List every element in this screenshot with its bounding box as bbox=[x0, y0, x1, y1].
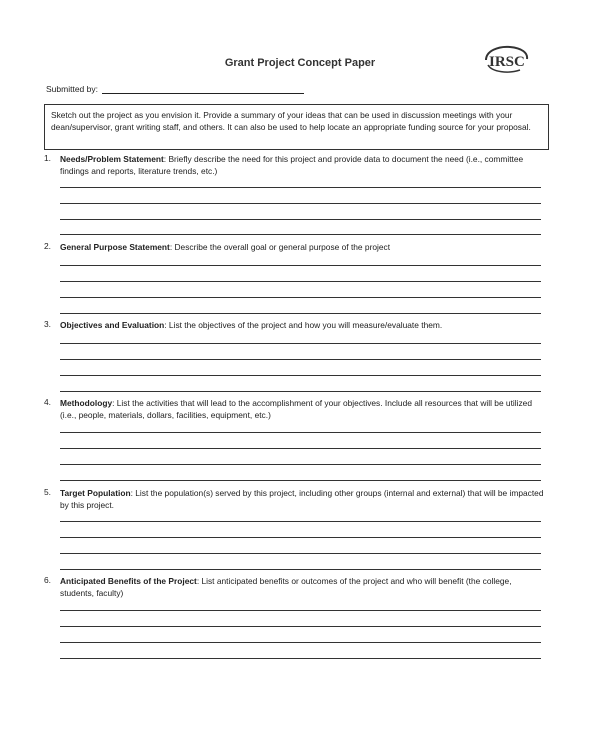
section-number: 1. bbox=[44, 153, 51, 163]
section-text bbox=[60, 241, 544, 253]
answer-line[interactable] bbox=[60, 265, 541, 266]
section-number: 3. bbox=[44, 319, 51, 329]
section-body: : List the activities that will lead to the accomplishment of your objectives. Include all resources that will be utilized (i.e., people, materials, dollars, facilities, equipment, etc.) bbox=[60, 398, 532, 420]
section-number: 4. bbox=[44, 397, 51, 407]
answer-line[interactable] bbox=[60, 521, 541, 522]
section-heading: Target Population bbox=[60, 488, 131, 498]
answer-line[interactable] bbox=[60, 569, 541, 570]
answer-line[interactable] bbox=[60, 658, 541, 659]
section-number: 6. bbox=[44, 575, 51, 585]
section-text bbox=[60, 153, 544, 177]
answer-line[interactable] bbox=[60, 464, 541, 465]
answer-line[interactable] bbox=[60, 480, 541, 481]
answer-line[interactable] bbox=[60, 432, 541, 433]
section-number: 5. bbox=[44, 487, 51, 497]
section-body: : List the population(s) served by this project, including other groups (internal and external) that will be impacted by this project. bbox=[60, 488, 544, 510]
section-text bbox=[60, 397, 544, 421]
answer-line[interactable] bbox=[60, 313, 541, 314]
section-heading: Methodology bbox=[60, 398, 113, 408]
section-text bbox=[60, 487, 544, 511]
answer-line[interactable] bbox=[60, 203, 541, 204]
answer-line[interactable] bbox=[60, 219, 541, 220]
answer-line[interactable] bbox=[60, 234, 541, 235]
section-heading: Anticipated Benefits of the Project bbox=[60, 576, 197, 586]
submitted-by-field bbox=[46, 84, 304, 94]
answer-line[interactable] bbox=[60, 448, 541, 449]
section-body: : List anticipated benefits or outcomes of the project and who will benefit (the college, students, faculty) bbox=[60, 576, 512, 598]
submitted-by-label: Submitted by: bbox=[46, 84, 98, 94]
answer-line[interactable] bbox=[60, 553, 541, 554]
irsc-logo bbox=[482, 45, 530, 75]
document-title: Grant Project Concept Paper bbox=[224, 57, 376, 69]
section-body: : List the objectives of the project and how you will measure/evaluate them. bbox=[164, 320, 443, 330]
answer-line[interactable] bbox=[60, 626, 541, 627]
section-text bbox=[60, 575, 544, 599]
logo-text: IRSC bbox=[489, 54, 525, 70]
section-heading: Needs/Problem Statement bbox=[60, 154, 164, 164]
answer-line[interactable] bbox=[60, 391, 541, 392]
intro-text: Sketch out the project as you envision it. Provide a summary of your ideas that can be used in discussion meetings with your dean/supervisor, grant writing staff, and others. It can also be used to help locate an appropriate funding source for your proposal. bbox=[51, 110, 531, 132]
answer-line[interactable] bbox=[60, 359, 541, 360]
submitted-by-line[interactable] bbox=[102, 85, 304, 94]
section-text bbox=[60, 319, 544, 331]
section-heading: Objectives and Evaluation bbox=[60, 320, 165, 330]
answer-line[interactable] bbox=[60, 343, 541, 344]
section-body: : Describe the overall goal or general purpose of the project bbox=[169, 242, 391, 252]
answer-line[interactable] bbox=[60, 297, 541, 298]
answer-line[interactable] bbox=[60, 375, 541, 376]
section-number: 2. bbox=[44, 241, 51, 251]
answer-line[interactable] bbox=[60, 610, 541, 611]
answer-line[interactable] bbox=[60, 537, 541, 538]
answer-line[interactable] bbox=[60, 187, 541, 188]
section-body: : Briefly describe the need for this project and provide data to document the need (i.e., committee findings and reports, literature trends, etc.) bbox=[60, 154, 524, 176]
answer-line[interactable] bbox=[60, 281, 541, 282]
section-heading: General Purpose Statement bbox=[60, 242, 170, 252]
answer-line[interactable] bbox=[60, 642, 541, 643]
intro-box bbox=[44, 104, 549, 150]
